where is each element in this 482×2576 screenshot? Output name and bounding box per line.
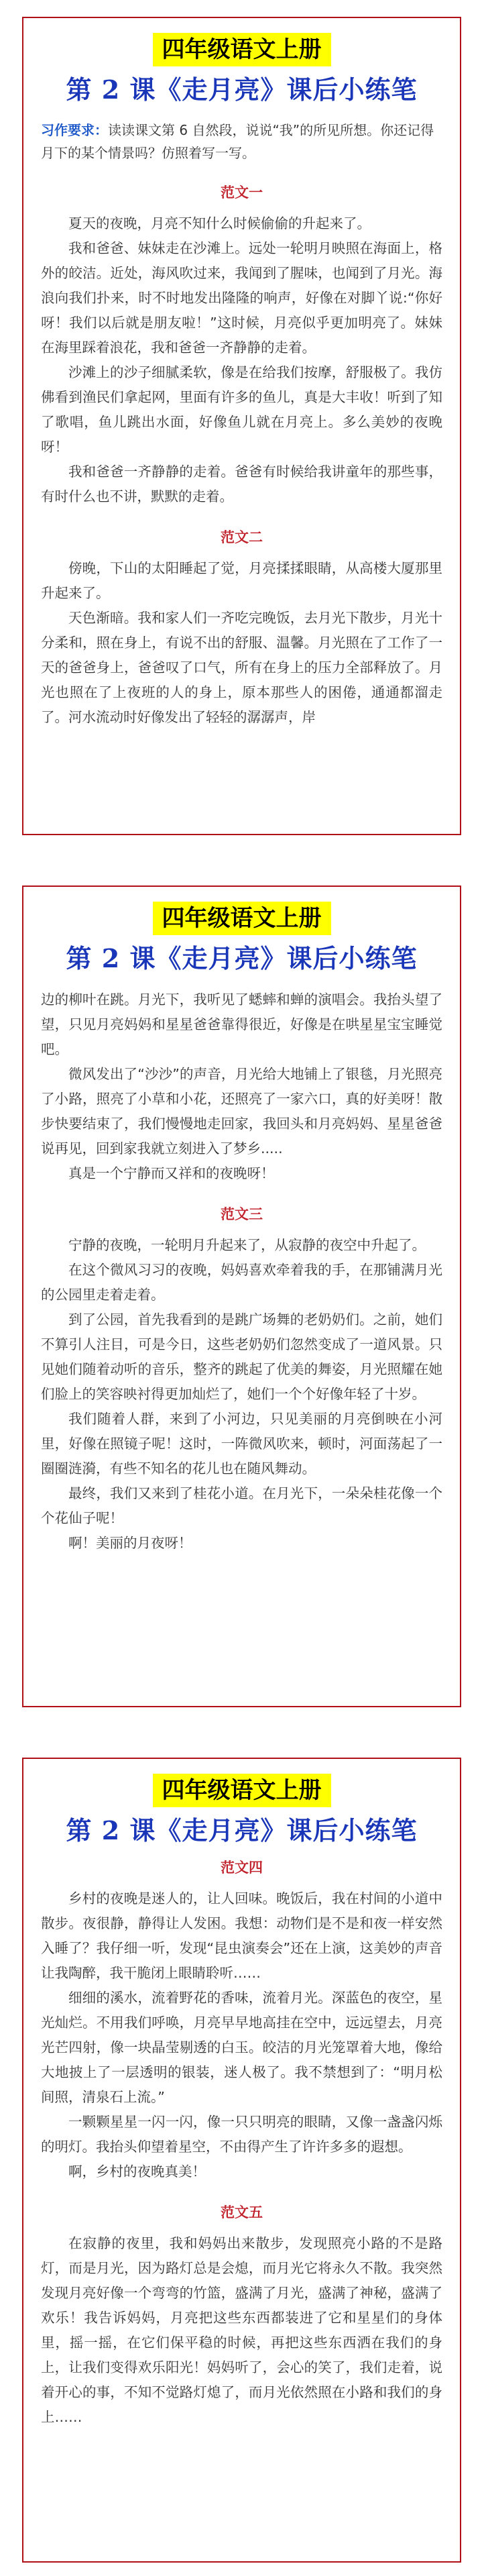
essay-1-para-3: 沙滩上的沙子细腻柔软，像是在给我们按摩，舒服极了。我仿佛看到渔民们拿起网，里面有许多的鱼儿，真是大丰收！听到了知了歌唱，鱼儿跳出水面，好像鱼儿就在月亮上。多么美妙的夜晚呀！	[41, 364, 442, 455]
essay-4-para-1: 乡村的夜晚是迷人的，让人回味。晚饭后，我在村间的小道中散步。夜很静，静得让人发困。我想：动物们是不是和夜一样安然入睡了？我仔细一听，发现“昆虫演奏会”还在上演，这美妙的声音让我陶醉，我干脆闭上眼睛聆听……	[41, 1890, 442, 1981]
essay-5-para-1: 在寂静的夜里，我和妈妈出来散步，发现照亮小路的不是路灯，而是月光，因为路灯总是会熄，而月光它将永久不散。我突然发现月亮好像一个弯弯的竹篮，盛满了月光，盛满了神秘，盛满了欢乐！我告诉妈妈，月亮把这些东西都装进了它和星星们的身体里，摇一摇，在它们保平稳的时候，再把这些东西洒在我们的身上，让我们变得欢乐阳光！妈妈听了，会心的笑了，我们走着，说着开心的事，不知不觉路灯熄了，而月光依然照在小路和我们的身上……	[41, 2235, 442, 2425]
page-header	[41, 902, 442, 975]
essay-4-para-3: 一颗颗星星一闪一闪，像一只只明亮的眼睛，又像一盏盏闪烁的明灯。我抬头仰望着星空，不由得产生了许许多多的遐想。	[41, 2114, 442, 2155]
essay-3-para-2: 在这个微风习习的夜晚，妈妈喜欢牵着我的手，在那铺满月光的公园里走着走着。	[41, 1262, 442, 1303]
lesson-title: 第 2 课《走月亮》课后小练笔	[66, 943, 418, 973]
essay-4-para-4: 啊，乡村的夜晚真美！	[68, 2163, 206, 2180]
grade-label: 四年级语文上册	[153, 1774, 331, 1807]
essay-1-para-4: 我和爸爸一齐静静的走着。爸爸有时候给我讲童年的那些事，有时什么也不讲，默默的走着。	[41, 464, 442, 504]
essay-2-para-1: 傍晚，下山的太阳睡起了觉，月亮揉揉眼睛，从高楼大厦那里升起来了。	[41, 560, 442, 601]
essay-3-para-1: 宁静的夜晚，一轮明月升起来了，从寂静的夜空中升起了。	[68, 1237, 426, 1253]
worksheet-page-2	[22, 885, 461, 1707]
essay-2-para-2-cont: 边的柳叶在跳。月光下，我听见了蟋蟀和蝉的演唱会。我抬头望了望，只见月亮妈妈和星星爸爸靠得很近，好像是在哄星星宝宝睡觉吧。	[41, 991, 442, 1057]
essay-3-para-5: 最终，我们又来到了桂花小道。在月光下，一朵朵桂花像一个个花仙子呢！	[41, 1485, 442, 1526]
worksheet-page-1	[22, 17, 461, 835]
essay-5-heading: 范文五	[221, 2204, 263, 2220]
essay-1-para-2: 我和爸爸、妹妹走在沙滩上。远处一轮明月映照在海面上，格外的皎洁。近处，海风吹过来，我闻到了腥味，也闻到了月光。海浪向我们扑来，时不时地发出隆隆的响声，好像在对脚丫说:“你好呀！我们以后就是朋友啦！”这时候，月亮似乎更加明亮了。妹妹在海里踩着浪花，我和爸爸一齐静静的走着。	[41, 240, 442, 356]
essay-2-heading: 范文二	[221, 529, 263, 545]
essay-3-heading: 范文三	[221, 1206, 263, 1222]
essay-2-para-3: 微风发出了“沙沙”的声音，月光给大地铺上了银毯，月光照亮了小路，照亮了小草和小花，还照亮了一家六口，真的好美呀！散步快要结束了，我们慢慢地走回家，我回头和月亮妈妈、星星爸爸说再见，回到家我就立刻进入了梦乡.....	[41, 1066, 442, 1157]
grade-label: 四年级语文上册	[153, 902, 331, 935]
requirement-text: 读读课文第 6 自然段，说说“我”的所见所想。你还记得月下的某个情景吗？仿照着写一写。	[41, 122, 434, 161]
essay-4-para-2: 细细的溪水，流着野花的香味，流着月光。深蓝色的夜空，星光灿烂。不用我们呼唤，月亮早早地高挂在空中，远远望去，月亮光芒四射，像一块晶莹剔透的白玉。皎洁的月光笼罩着大地，像给大地披上了一层透明的银装，迷人极了。我不禁想到了：“明月松间照，清泉石上流。”	[41, 1990, 442, 2105]
essay-2-para-2: 天色渐暗。我和家人们一齐吃完晚饭，去月光下散步，月光十分柔和，照在身上，有说不出的舒服、温馨。月光照在了工作了一天的爸爸身上，爸爸叹了口气，所有在身上的压力全部释放了。月光也照在了上夜班的人的身上，原本那些人的困倦，通通都溜走了。河水流动时好像发出了轻轻的潺潺声，岸	[41, 610, 442, 725]
essay-3-para-6: 啊！美丽的月夜呀！	[68, 1535, 192, 1551]
page-header	[41, 1774, 442, 1847]
worksheet-page-3	[22, 1758, 461, 2563]
essay-1-para-1: 夏天的夜晚，月亮不知什么时候偷偷的升起来了。	[68, 215, 371, 231]
essay-3-para-3: 到了公园，首先我看到的是跳广场舞的老奶奶们。之前，她们不算引人注目，可是今日，这些老奶奶们忽然变成了一道风景。只见她们随着动听的音乐，整齐的跳起了优美的舞姿，月光照耀在她们脸上的笑容映衬得更加灿烂了，她们一个个好像年轻了十岁。	[41, 1311, 442, 1402]
lesson-title: 第 2 课《走月亮》课后小练笔	[66, 1815, 418, 1845]
essay-1-heading: 范文一	[221, 184, 263, 201]
grade-label: 四年级语文上册	[153, 33, 331, 66]
requirement-label: 习作要求：	[41, 122, 108, 138]
page-header	[41, 33, 442, 107]
essay-4-heading: 范文四	[221, 1860, 263, 1876]
writing-requirement	[41, 119, 442, 164]
lesson-title: 第 2 课《走月亮》课后小练笔	[66, 74, 418, 105]
essay-2-para-4: 真是一个宁静而又祥和的夜晚呀！	[68, 1165, 275, 1181]
essay-3-para-4: 我们随着人群，来到了小河边，只见美丽的月亮倒映在小河里，好像在照镜子呢！这时，一阵微风吹来，顿时，河面荡起了一圈圈涟漪，有些不知名的花儿也在随风舞动。	[41, 1411, 442, 1477]
